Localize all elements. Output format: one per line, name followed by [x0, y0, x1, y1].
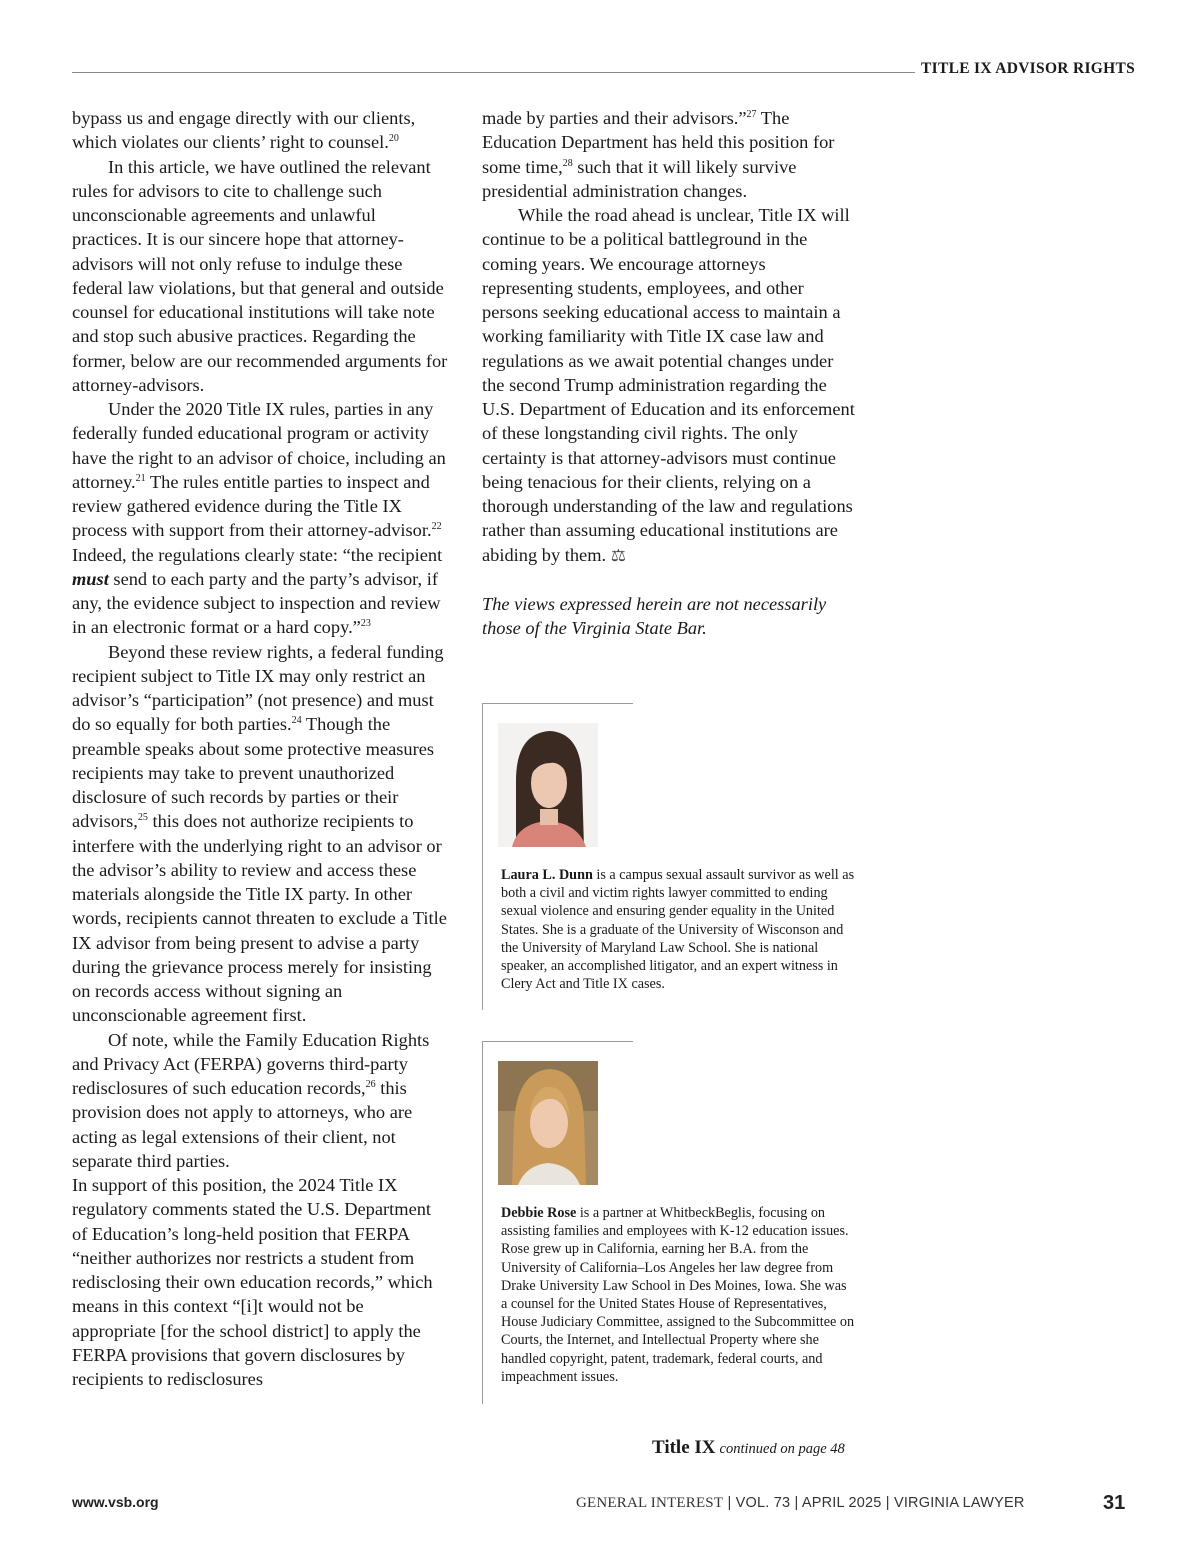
author-bio — [482, 1041, 862, 1403]
author-name: Debbie Rose — [501, 1205, 577, 1221]
text: Of note, while the Family Education Rights and Privacy Act (FERPA) governs third-party redisclosures of such education records, — [72, 1029, 430, 1098]
footnote-ref: 25 — [137, 812, 148, 824]
text: this does not authorize recipients to interfere with the underlying right to an advisor or the advisor’s ability to review and access these materials alongside the Title IX party. In other words, recipients cannot threaten to exclude a Title IX advisor from being present to advise a party during the grievance process merely for insisting on records access without signing an unconscionable agreement first. — [72, 811, 447, 1026]
bio-description: is a campus sexual assault survivor as well as both a civil and victim rights lawyer committed to ending sexual violence and ensuring gender equality in the United States. She is a graduate of the University of Wisconson and the University of Maryland Law School. She is national speaker, an accomplished litigator, and an expert witness in Clery Act and Title IX cases. — [501, 867, 855, 993]
continued-note — [652, 1437, 845, 1459]
paragraph: In support of this position, the 2024 Title IX regulatory comments stated the U.S. Department of Education’s long-held position that FERPA “neither authorizes nor restricts a student from redisclosing their own education records,” which means in this context “[i]t would not be appropriate [for the school district] to apply the FERPA provisions that govern disclosures by recipients to redisclosures — [72, 1175, 433, 1389]
paragraph: In this article, we have outlined the relevant rules for advisors to cite to challenge such unconscionable agreements and unlawful practices. It is our sincere hope that attorney-advisors will not only refuse to indulge these federal law violations, but that general and outside counsel for educational institutions will take note and stop such abusive practices. Regarding the former, below are our recommended arguments for attorney-advisors. — [72, 156, 448, 395]
footnote-ref: 24 — [291, 715, 302, 727]
emphasis: must — [72, 568, 109, 589]
footer-publication — [576, 1495, 1025, 1512]
bio-text — [501, 1204, 856, 1386]
footer-section: GENERAL INTEREST — [576, 1495, 724, 1511]
author-bio — [482, 703, 862, 1009]
paragraph — [72, 106, 450, 155]
footnote-ref: 27 — [746, 108, 757, 120]
continued-label: Title IX — [652, 1437, 716, 1458]
text: Under the 2020 Title IX rules, parties in any federally funded educational program or activity have the right to an advisor of choice, including an attorney. — [72, 399, 446, 492]
text: Though the preamble speaks about some protective measures recipients may take to prevent unauthorized disclosure of such records by parties or their advisors, — [72, 714, 435, 832]
text: made by parties and their advisors.” — [482, 108, 747, 128]
text: Beyond these review rights, a federal funding recipient subject to Title IX may only restrict an advisor’s “participation” (not presence) and must do so equally for both parties. — [72, 641, 444, 735]
footnote-ref: 26 — [365, 1078, 376, 1090]
bio-text — [501, 866, 856, 993]
running-header: TITLE IX ADVISOR RIGHTS — [921, 60, 1136, 77]
page-number: 31 — [1103, 1492, 1126, 1514]
left-column — [72, 106, 450, 1391]
bio-description: is a partner at WhitbeckBeglis, focusing on assisting families and employees with K-12 education issues. Rose grew up in California, earning her B.A. from the University of California–Los Angeles her law degree from Drake University Law School in Des Moines, Iowa. She was a counsel for the United States House of Representatives, House Judiciary Committee, assigned to the Subcommittee on Courts, the Internet, and Intellectual Property where she handled copyright, patent, trademark, federal courts, and impeachment issues. — [501, 1205, 855, 1385]
text: such that it will likely survive presidential administration changes. — [482, 156, 797, 201]
text: send to each party and the party’s advisor, if any, the evidence subject to inspection and review in an electronic format or a hard copy.” — [72, 568, 441, 638]
text: Indeed, the regulations clearly state: “the recipient — [72, 544, 443, 565]
footnote-ref: 20 — [388, 133, 399, 145]
text: bypass us and engage directly with our clients, which violates our clients’ right to counsel. — [72, 108, 416, 153]
text: While the road ahead is unclear, Title IX will continue to be a political battleground in the coming years. We encourage attorneys representing students, employees, and other persons seeking educational access to maintain a working familiarity with Title IX case law and regulations as we await potential changes under the second Trump administration regarding the U.S. Department of Education and its enforcement of these longstanding civil rights. The only certainty is that attorney-advisors must continue being tenacious for their clients, relying on a thorough understanding of the law and regulations rather than assuming educational institutions are abiding by them. — [482, 205, 855, 565]
footnote-ref: 22 — [431, 521, 442, 533]
footnote-ref: 21 — [135, 472, 146, 484]
footnote-ref: 28 — [562, 157, 573, 169]
footer-issue: VOL. 73 | APRIL 2025 | VIRGINIA LAWYER — [735, 1495, 1025, 1511]
paragraph — [482, 203, 860, 568]
paragraph — [72, 1028, 450, 1174]
paragraph — [482, 106, 860, 203]
footer-separator: | — [723, 1495, 736, 1511]
text: The Education Department has held this position for some time, — [482, 108, 835, 177]
author-photo — [498, 1061, 598, 1185]
author-photo — [498, 723, 598, 847]
text: this provision does not apply to attorneys, who are acting as legal extensions of their client, not separate third parties. — [72, 1078, 413, 1171]
footnote-ref: 23 — [360, 618, 371, 630]
disclaimer — [482, 592, 860, 641]
continued-text: continued on page 48 — [719, 1441, 845, 1457]
text: The rules entitle parties to inspect and review gathered evidence during the Title IX process with support from their attorney-advisor. — [72, 471, 432, 541]
header-rule — [72, 72, 915, 73]
paragraph — [72, 640, 450, 1028]
footer-url: www.vsb.org — [72, 1494, 159, 1510]
disclaimer-text: The views expressed herein are not necessarily those of the Virginia State Bar. — [482, 593, 827, 638]
author-name: Laura L. Dunn — [501, 867, 593, 883]
scales-icon: ⚖ — [610, 545, 626, 565]
right-column — [482, 106, 860, 640]
paragraph — [72, 397, 450, 640]
